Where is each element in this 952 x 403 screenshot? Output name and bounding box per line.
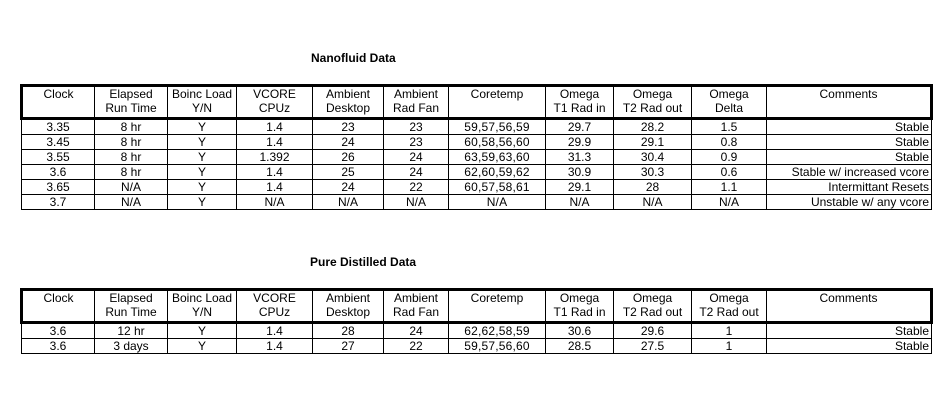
table-row xyxy=(22,150,932,165)
header-line: Rad Fan xyxy=(392,101,440,115)
header-ambient-desktop xyxy=(313,290,384,323)
cell-ambient-rad: 24 xyxy=(384,150,449,165)
header-line xyxy=(769,101,928,115)
cell-elapsed: 12 hr xyxy=(95,323,168,339)
header-line: Boinc Load xyxy=(171,87,233,101)
header-line: Desktop xyxy=(325,305,371,319)
header-vcore xyxy=(237,290,313,323)
cell-omega-t2: 29.6 xyxy=(614,323,692,339)
header-line: Y/N xyxy=(191,101,212,115)
cell-clock: 3.55 xyxy=(22,150,95,165)
header-line: VCORE xyxy=(253,87,296,101)
header-omega-delta xyxy=(692,86,767,119)
cell-ambient-rad: 22 xyxy=(384,339,449,354)
header-line: T1 Rad in xyxy=(553,101,606,115)
cell-comments: Unstable w/ any vcore xyxy=(767,195,932,210)
header-line: Y/N xyxy=(191,305,212,319)
cell-coretemp: 60,58,56,60 xyxy=(449,135,546,150)
header-line: Comments xyxy=(819,87,878,101)
cell-ambient-desktop: 24 xyxy=(313,180,384,195)
cell-boinc: Y xyxy=(168,119,237,135)
cell-omega-t2: 29.1 xyxy=(614,135,692,150)
table-row xyxy=(22,323,932,339)
header-line: CPUz xyxy=(258,101,291,115)
cell-boinc: Y xyxy=(168,323,237,339)
cell-ambient-desktop: 25 xyxy=(313,165,384,180)
cell-vcore: 1.4 xyxy=(237,339,313,354)
table-row xyxy=(22,119,932,135)
table-row xyxy=(22,135,932,150)
cell-coretemp: 59,57,56,60 xyxy=(449,339,546,354)
header-line: T1 Rad in xyxy=(553,305,606,319)
cell-boinc: Y xyxy=(168,135,237,150)
header-line: Rad Fan xyxy=(392,305,440,319)
cell-omega-t2: 30.3 xyxy=(614,165,692,180)
header-line: Omega xyxy=(632,87,673,101)
header-elapsed xyxy=(95,290,168,323)
cell-ambient-desktop: 24 xyxy=(313,135,384,150)
table-row xyxy=(22,195,932,210)
cell-omega-delta: 1 xyxy=(692,339,767,354)
cell-boinc: Y xyxy=(168,180,237,195)
cell-ambient-rad: 23 xyxy=(384,135,449,150)
header-row xyxy=(22,86,932,119)
header-coretemp xyxy=(449,86,546,119)
cell-comments: Stable w/ increased vcore xyxy=(767,165,932,180)
cell-boinc: Y xyxy=(168,195,237,210)
header-comments xyxy=(767,86,932,119)
cell-elapsed: 8 hr xyxy=(95,119,168,135)
cell-clock: 3.6 xyxy=(22,165,95,180)
header-line xyxy=(451,101,543,115)
cell-omega-t1: 30.6 xyxy=(546,323,614,339)
header-line: Omega xyxy=(709,291,749,305)
cell-omega-t2: 28.2 xyxy=(614,119,692,135)
cell-omega-t1: N/A xyxy=(546,195,614,210)
header-line: Ambient xyxy=(393,291,439,305)
cell-vcore: N/A xyxy=(237,195,313,210)
cell-coretemp: N/A xyxy=(449,195,546,210)
cell-ambient-rad: N/A xyxy=(384,195,449,210)
cell-omega-t2: N/A xyxy=(614,195,692,210)
header-line: Boinc Load xyxy=(171,291,233,305)
cell-ambient-desktop: 27 xyxy=(313,339,384,354)
header-line: Desktop xyxy=(325,101,371,115)
cell-omega-t2: 27.5 xyxy=(614,339,692,354)
cell-boinc: Y xyxy=(168,150,237,165)
cell-comments: Stable xyxy=(767,119,932,135)
cell-omega-t2: 28 xyxy=(614,180,692,195)
cell-clock: 3.6 xyxy=(22,339,95,354)
header-line: Run Time xyxy=(105,305,157,319)
cell-ambient-rad: 24 xyxy=(384,323,449,339)
header-vcore xyxy=(237,86,313,119)
header-line: Omega xyxy=(632,291,673,305)
header-line: Coretemp xyxy=(470,291,524,305)
header-line: Omega xyxy=(559,291,600,305)
cell-boinc: Y xyxy=(168,339,237,354)
header-line xyxy=(25,101,92,115)
header-line: Run Time xyxy=(105,101,157,115)
nanofluid-table xyxy=(20,84,933,210)
cell-coretemp: 60,57,58,61 xyxy=(449,180,546,195)
cell-coretemp: 63,59,63,60 xyxy=(449,150,546,165)
header-line: Elapsed xyxy=(109,87,153,101)
header-line: T2 Rad out xyxy=(699,305,759,319)
header-ambient-rad xyxy=(384,290,449,323)
cell-elapsed: N/A xyxy=(95,195,168,210)
header-line: Clock xyxy=(43,291,74,305)
cell-omega-delta: 0.6 xyxy=(692,165,767,180)
cell-omega-t1: 30.9 xyxy=(546,165,614,180)
cell-omega-t1: 29.9 xyxy=(546,135,614,150)
cell-clock: 3.7 xyxy=(22,195,95,210)
header-line xyxy=(451,305,543,319)
table-row xyxy=(22,165,932,180)
header-line: Coretemp xyxy=(470,87,524,101)
table-row xyxy=(22,339,932,354)
cell-elapsed: 8 hr xyxy=(95,135,168,150)
header-line: Ambient xyxy=(325,291,371,305)
cell-comments: Intermittant Resets xyxy=(767,180,932,195)
header-line: VCORE xyxy=(253,291,296,305)
header-omega-t2 xyxy=(614,290,692,323)
header-line: Delta xyxy=(714,101,743,115)
cell-omega-delta: 1.1 xyxy=(692,180,767,195)
header-line: T2 Rad out xyxy=(622,305,683,319)
cell-omega-delta: 1 xyxy=(692,323,767,339)
cell-clock: 3.35 xyxy=(22,119,95,135)
cell-vcore: 1.4 xyxy=(237,135,313,150)
distilled-table xyxy=(20,288,933,354)
header-line: Clock xyxy=(43,87,74,101)
cell-omega-t1: 29.7 xyxy=(546,119,614,135)
cell-clock: 3.65 xyxy=(22,180,95,195)
cell-boinc: Y xyxy=(168,165,237,180)
header-line xyxy=(769,305,928,319)
cell-omega-t1: 31.3 xyxy=(546,150,614,165)
cell-elapsed: 3 days xyxy=(95,339,168,354)
cell-elapsed: 8 hr xyxy=(95,150,168,165)
header-coretemp xyxy=(449,290,546,323)
cell-omega-t2: 30.4 xyxy=(614,150,692,165)
header-comments xyxy=(767,290,932,323)
header-ambient-desktop xyxy=(313,86,384,119)
header-omega-t1 xyxy=(546,290,614,323)
cell-vcore: 1.4 xyxy=(237,180,313,195)
header-line: Ambient xyxy=(325,87,371,101)
header-line: Elapsed xyxy=(109,291,153,305)
header-line: Omega xyxy=(559,87,600,101)
header-omega-delta xyxy=(692,290,767,323)
distilled-title: Pure Distilled Data xyxy=(310,255,417,269)
header-omega-t2 xyxy=(614,86,692,119)
cell-vcore: 1.4 xyxy=(237,323,313,339)
cell-comments: Stable xyxy=(767,339,932,354)
cell-coretemp: 59,57,56,59 xyxy=(449,119,546,135)
cell-comments: Stable xyxy=(767,150,932,165)
cell-clock: 3.45 xyxy=(22,135,95,150)
header-omega-t1 xyxy=(546,86,614,119)
cell-ambient-desktop: 26 xyxy=(313,150,384,165)
cell-comments: Stable xyxy=(767,323,932,339)
header-line: Comments xyxy=(819,291,878,305)
table-row xyxy=(22,180,932,195)
cell-ambient-desktop: N/A xyxy=(313,195,384,210)
header-line: Ambient xyxy=(393,87,439,101)
cell-elapsed: N/A xyxy=(95,180,168,195)
header-clock xyxy=(22,290,95,323)
cell-ambient-rad: 24 xyxy=(384,165,449,180)
header-line xyxy=(25,305,92,319)
header-line: Omega xyxy=(709,87,749,101)
cell-omega-t1: 28.5 xyxy=(546,339,614,354)
cell-elapsed: 8 hr xyxy=(95,165,168,180)
header-line: CPUz xyxy=(258,305,291,319)
header-clock xyxy=(22,86,95,119)
cell-clock: 3.6 xyxy=(22,323,95,339)
cell-comments: Stable xyxy=(767,135,932,150)
cell-ambient-rad: 23 xyxy=(384,119,449,135)
header-boinc xyxy=(168,290,237,323)
cell-vcore: 1.4 xyxy=(237,165,313,180)
cell-omega-delta: 0.8 xyxy=(692,135,767,150)
nanofluid-title: Nanofluid Data xyxy=(311,51,396,65)
header-line: T2 Rad out xyxy=(622,101,683,115)
cell-omega-t1: 29.1 xyxy=(546,180,614,195)
header-boinc xyxy=(168,86,237,119)
cell-ambient-rad: 22 xyxy=(384,180,449,195)
cell-vcore: 1.4 xyxy=(237,119,313,135)
cell-omega-delta: 0.9 xyxy=(692,150,767,165)
cell-ambient-desktop: 28 xyxy=(313,323,384,339)
cell-vcore: 1.392 xyxy=(237,150,313,165)
cell-ambient-desktop: 23 xyxy=(313,119,384,135)
header-elapsed xyxy=(95,86,168,119)
cell-omega-delta: N/A xyxy=(692,195,767,210)
cell-omega-delta: 1.5 xyxy=(692,119,767,135)
cell-coretemp: 62,60,59,62 xyxy=(449,165,546,180)
cell-coretemp: 62,62,58,59 xyxy=(449,323,546,339)
header-row xyxy=(22,290,932,323)
header-ambient-rad xyxy=(384,86,449,119)
